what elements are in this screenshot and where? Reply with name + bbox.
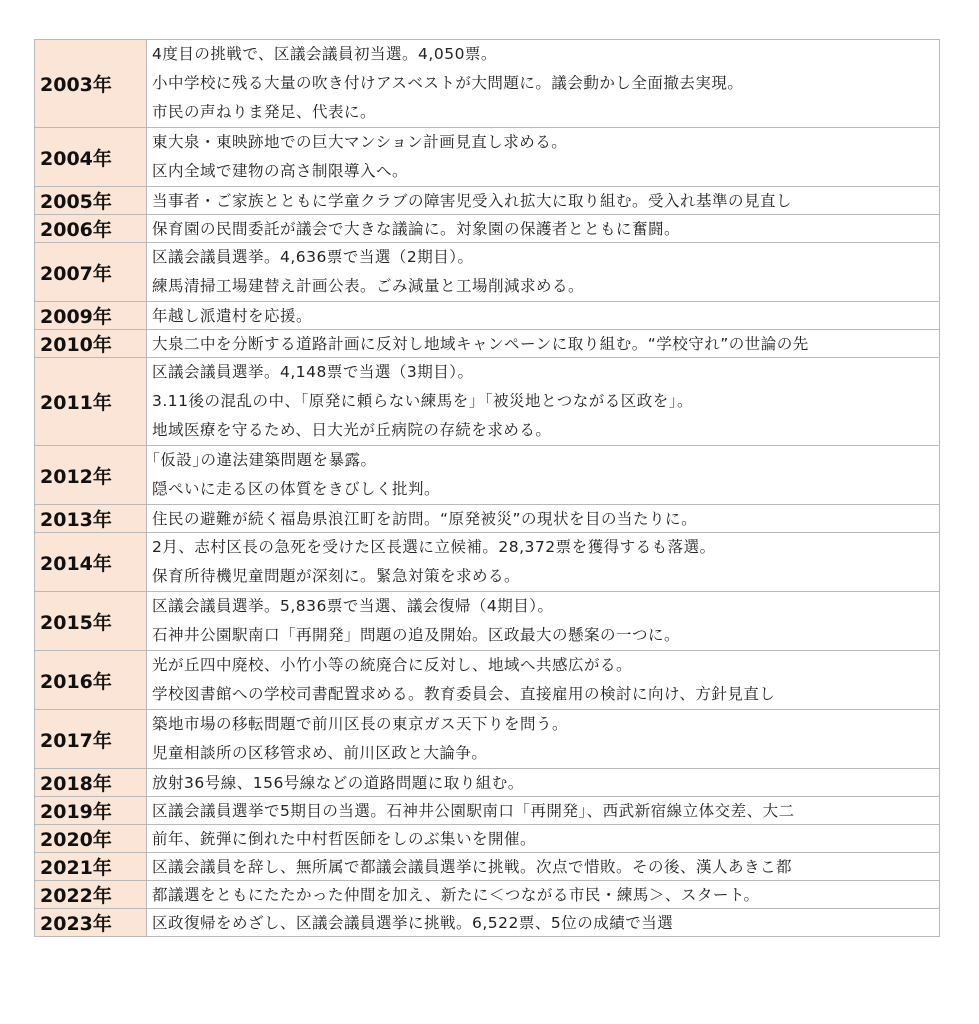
- events-cell: [147, 533, 940, 592]
- event-line: 大泉二中を分断する道路計画に反対し地域キャンペーンに取り組む。“学校守れ”の世論の先: [152, 334, 809, 353]
- timeline-row: [35, 769, 940, 797]
- timeline-row: [35, 825, 940, 853]
- timeline-row: [35, 302, 940, 330]
- events-cell: [147, 358, 940, 446]
- timeline-row: [35, 330, 940, 358]
- events-cell: [147, 710, 940, 769]
- year-cell: 2016年: [35, 651, 147, 710]
- event-line: 区政復帰をめざし、区議会議員選挙に挑戦。6,522票、5位の成績で当選: [152, 913, 674, 932]
- event-line: 前年、銃弾に倒れた中村哲医師をしのぶ集いを開催。: [152, 829, 537, 848]
- year-cell: 2018年: [35, 769, 147, 797]
- year-cell: 2004年: [35, 128, 147, 187]
- events-cell: [147, 505, 940, 533]
- timeline-row: [35, 358, 940, 446]
- events-cell: [147, 881, 940, 909]
- year-cell: 2019年: [35, 797, 147, 825]
- year-cell: 2014年: [35, 533, 147, 592]
- timeline-table: [34, 39, 940, 937]
- event-line: 区内全域で建物の高さ制限導入へ。: [152, 162, 409, 180]
- event-line: 区議会議員選挙で5期目の当選。石神井公園駅南口「再開発」、西武新宿線立体交差、大二: [152, 801, 795, 820]
- timeline-row: [35, 533, 940, 592]
- timeline-row: [35, 505, 940, 533]
- year-cell: 2003年: [35, 40, 147, 128]
- timeline-row: [35, 853, 940, 881]
- timeline-row: [35, 592, 940, 651]
- year-cell: 2020年: [35, 825, 147, 853]
- timeline-row: [35, 215, 940, 243]
- event-line: 放射36号線、156号線などの道路問題に取り組む。: [152, 773, 524, 792]
- event-line: 保育所待機児童問題が深刻に。緊急対策を求める。: [152, 567, 521, 585]
- year-cell: 2017年: [35, 710, 147, 769]
- event-line: 区議会議員選挙。4,636票で当選（2期目）。: [152, 248, 474, 266]
- events-cell: [147, 592, 940, 651]
- event-line: 4度目の挑戦で、区議会議員初当選。4,050票。: [152, 45, 497, 63]
- event-line: 児童相談所の区移管求め、前川区政と大論争。: [152, 744, 488, 762]
- year-cell: 2011年: [35, 358, 147, 446]
- timeline-row: [35, 710, 940, 769]
- event-line: 練馬清掃工場建替え計画公表。ごみ減量と工場削減求める。: [152, 277, 585, 295]
- event-line: 当事者・ご家族とともに学童クラブの障害児受入れ拡大に取り組む。受入れ基準の見直し: [152, 191, 793, 210]
- event-line: 石神井公園駅南口「再開発」問題の追及開始。区政最大の懸案の一つに。: [152, 626, 681, 644]
- event-line: 都議選をともにたたかった仲間を加え、新たに＜つながる市民・練馬＞、スタート。: [152, 885, 760, 904]
- events-cell: [147, 40, 940, 128]
- event-line: 市民の声ねりま発足、代表に。: [152, 103, 377, 121]
- event-line: 区議会議員選挙。4,148票で当選（3期目）。: [152, 363, 474, 381]
- events-cell: [147, 302, 940, 330]
- event-line: 学校図書館への学校司書配置求める。教育委員会、直接雇用の検討に向け、方針見直し: [152, 685, 776, 703]
- year-cell: 2007年: [35, 243, 147, 302]
- event-line: 3.11後の混乱の中、「原発に頼らない練馬を」「被災地とつながる区政を」。: [152, 392, 693, 410]
- event-line: 築地市場の移転問題で前川区長の東京ガス天下りを問う。: [152, 715, 569, 733]
- timeline-row: [35, 446, 940, 505]
- events-cell: [147, 187, 940, 215]
- timeline-row: [35, 128, 940, 187]
- events-cell: [147, 769, 940, 797]
- timeline-body: [35, 40, 940, 937]
- timeline-row: [35, 797, 940, 825]
- year-cell: 2021年: [35, 853, 147, 881]
- events-cell: [147, 651, 940, 710]
- year-cell: 2005年: [35, 187, 147, 215]
- events-cell: [147, 128, 940, 187]
- events-cell: [147, 215, 940, 243]
- event-line: 小中学校に残る大量の吹き付けアスベストが大問題に。議会動かし全面撤去実現。: [152, 74, 744, 92]
- events-cell: [147, 853, 940, 881]
- timeline-row: [35, 651, 940, 710]
- event-line: 住民の避難が続く福島県浪江町を訪問。“原発被災”の現状を目の当たりに。: [152, 509, 698, 528]
- events-cell: [147, 909, 940, 937]
- year-cell: 2012年: [35, 446, 147, 505]
- event-line: 区議会議員を辞し、無所属で都議会議員選挙に挑戦。次点で惜敗。その後、漢人あきこ都: [152, 857, 793, 876]
- event-line: 区議会議員選挙。5,836票で当選、議会復帰（4期目）。: [152, 597, 554, 615]
- event-line: 年越し派遣村を応援。: [152, 306, 313, 325]
- year-cell: 2006年: [35, 215, 147, 243]
- events-cell: [147, 825, 940, 853]
- event-line: 隠ぺいに走る区の体質をきびしく批判。: [152, 480, 441, 498]
- events-cell: [147, 797, 940, 825]
- event-line: ｢仮設｣の違法建築問題を暴露。: [152, 451, 377, 469]
- events-cell: [147, 446, 940, 505]
- event-line: 光が丘四中廃校、小竹小等の統廃合に反対し、地域へ共感広がる。: [152, 656, 633, 674]
- event-line: 東大泉・東映跡地での巨大マンション計画見直し求める。: [152, 133, 568, 151]
- timeline-row: [35, 881, 940, 909]
- timeline-row: [35, 909, 940, 937]
- timeline-row: [35, 187, 940, 215]
- year-cell: 2009年: [35, 302, 147, 330]
- event-line: 地域医療を守るため、日大光が丘病院の存続を求める。: [152, 421, 552, 439]
- timeline-row: [35, 40, 940, 128]
- events-cell: [147, 243, 940, 302]
- year-cell: 2013年: [35, 505, 147, 533]
- year-cell: 2010年: [35, 330, 147, 358]
- event-line: 2月、志村区長の急死を受けた区長選に立候補。28,372票を獲得するも落選。: [152, 538, 716, 556]
- events-cell: [147, 330, 940, 358]
- year-cell: 2015年: [35, 592, 147, 651]
- event-line: 保育園の民間委託が議会で大きな議論に。対象園の保護者とともに奮闘。: [152, 219, 681, 238]
- year-cell: 2023年: [35, 909, 147, 937]
- year-cell: 2022年: [35, 881, 147, 909]
- timeline-row: [35, 243, 940, 302]
